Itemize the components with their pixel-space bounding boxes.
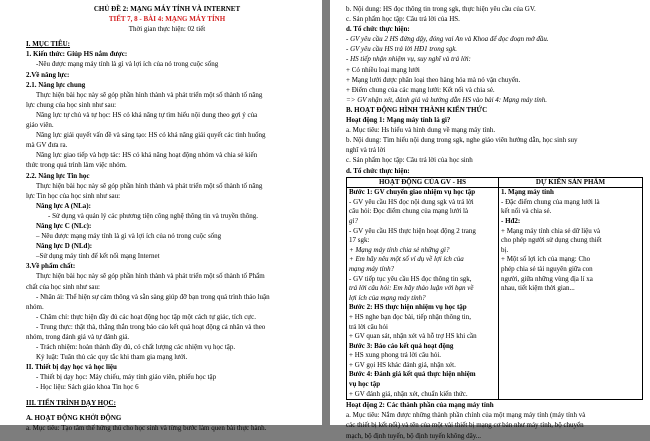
text-line: Thực hiện bài học này sẽ góp phần hình thành và phát triển một số thành tố năng xyxy=(36,181,263,190)
text-line: Năng lực giải quyết vấn đề và sáng tạo: HS có khả năng giải quyết các tình huống xyxy=(36,131,266,140)
text-line: b. Nội dung: HS đọc thông tin trong sgk, thực hiện yêu cầu của GV. xyxy=(346,5,536,13)
text-line: Hoạt động 2: Các thành phần của mạng máy tính xyxy=(346,401,494,410)
text-line: Năng lực A (NLa): xyxy=(36,201,91,210)
text-line: lực Tin học của học sinh như sau: xyxy=(26,191,121,200)
text-line: b. Nội dung: Tìm hiểu nội dung trong sgk, nghe giáo viên hướng dẫn, học sinh suy xyxy=(346,136,578,145)
text-line: nhóm, trong đánh giá và tự đánh giá. xyxy=(26,333,130,341)
text-line: + Mạng máy tính chia sẻ những gì? xyxy=(349,245,450,254)
text-line: mạng máy tính? xyxy=(349,264,395,273)
table-header-activities: HOẠT ĐỘNG CỦA GV - HS xyxy=(347,177,499,188)
text-line: - HS tiếp nhận nhiệm vụ, suy nghĩ và trả lời: xyxy=(346,55,471,64)
text-line: III. TIẾN TRÌNH DẠY HỌC: xyxy=(26,398,116,407)
text-line: TIẾT 7, 8 - BÀI 4: MẠNG MÁY TÍNH xyxy=(108,15,226,24)
expected-products-cell xyxy=(499,188,643,400)
right-page-text-top xyxy=(346,4,642,176)
text-line: d. Tổ chức thực hiện: xyxy=(346,166,410,175)
text-line: - Hđ2: xyxy=(501,216,521,225)
text-line: Bước 3: Báo cáo kết quả hoạt động xyxy=(349,341,454,350)
text-line: giáo viên. xyxy=(26,121,54,130)
text-line: + Em hãy nêu một số ví dụ về lợi ích của xyxy=(349,255,464,264)
text-line: + GV gọi HS khác đánh giá, nhận xét. xyxy=(349,360,456,369)
text-line: a. Mục tiêu: Hs hiểu và hình dung về mạng máy tính. xyxy=(346,126,496,135)
text-line: lợi ích của mạng máy tính? xyxy=(349,293,426,302)
text-line: trả lời câu hỏi: Em hãy thảo luận với bạn về xyxy=(349,284,474,293)
text-line: -Nêu được mạng máy tính là gì và lợi ích của nó trong cuộc sống xyxy=(36,60,219,69)
text-line: + Một số lợi ích của mạng: Cho xyxy=(501,255,591,264)
text-line: - GV yêu cầu 2 HS đứng dậy, đóng vai An và Khoa để đọc đoạn mở đầu. xyxy=(346,35,549,44)
text-line: - Nhân ái: Thể hiện sự cảm thông và sẵn sàng giúp đỡ bạn trong quá trình thảo luận xyxy=(36,292,270,301)
text-line: I. MỤC TIÊU: xyxy=(26,40,71,49)
text-line: - Trách nhiệm: hoàn thành đầy đủ, có chất lượng các nhiệm vụ học tập. xyxy=(36,343,236,352)
text-line: vụ học tập xyxy=(349,380,381,389)
text-line: thức trong quá trình làm việc nhóm. xyxy=(26,161,127,170)
activity-table-header-row xyxy=(347,177,643,188)
text-line: + Có nhiều loại mạng lưới xyxy=(346,65,420,74)
text-line: => GV nhận xét, đánh giá và hướng dẫn HS vào bài 4: Mạng máy tính. xyxy=(346,95,547,104)
text-line: Năng lực giao tiếp và hợp tác: HS có khả năng hoạt động nhóm và chia sẻ kiến xyxy=(36,151,258,160)
text-line: mà GV đưa ra. xyxy=(26,141,68,150)
text-line: A. HOẠT ĐỘNG KHỞI ĐỘNG xyxy=(26,413,122,422)
text-line: 2.Về năng lực: xyxy=(26,70,70,79)
text-line: 2.2. Năng lực Tin học xyxy=(26,171,90,180)
text-line: phép chia sẻ tài nguyên giữa con xyxy=(501,264,593,273)
text-line: người, giữa những vùng địa lí xa xyxy=(501,274,593,283)
text-line: - GV yêu cầu HS thực hiện hoạt động 2 trang xyxy=(349,226,476,235)
text-line: Bước 4: Đánh giá kết quả thực hiện nhiệm xyxy=(349,370,476,379)
text-line: c. Sản phẩm học tập: Câu trả lời của HS. xyxy=(346,15,460,24)
text-line: mạch, bộ định tuyến, bộ định tuyến không dây... xyxy=(346,431,482,440)
text-line: Kỷ luật: Tuân thủ các quy tắc khi tham gia mạng lưới. xyxy=(36,353,188,362)
text-line: kết nối và chia sẻ. xyxy=(501,207,552,216)
text-line: - GV tiếp tục yêu cầu HS đọc thông tin sgk, xyxy=(349,274,472,283)
text-line: Hoạt động 1: Mạng máy tính là gì? xyxy=(346,116,451,125)
document-page-right xyxy=(330,0,650,440)
text-line: - Chăm chỉ: thực hiện đầy đủ các hoạt động học tập một cách tự giác, tích cực. xyxy=(36,312,256,321)
text-line: 2.1. Năng lực chung xyxy=(26,80,86,89)
text-line: B. HOẠT ĐỘNG HÌNH THÀNH KIẾN THỨC xyxy=(346,105,488,114)
text-line: trả lời câu hỏi xyxy=(349,322,388,331)
text-line: nhau, tiết kiệm thời gian... xyxy=(501,284,575,293)
text-line: a. Mục tiêu: Tạo tâm thế hứng thú cho học sinh và từng bước làm quen bài thực hành. xyxy=(26,423,267,432)
text-line: - Sử dụng và quản lý các phương tiện công nghệ thông tin và truyền thông. xyxy=(48,211,258,220)
text-line: – Nêu được mạng máy tính là gì và lợi ích của nó trong cuộc sống xyxy=(36,232,222,241)
text-line: - Thiết bị dạy học: Máy chiếu, máy tính giáo viên, phiếu học tập xyxy=(36,373,217,382)
text-line: –Sử dụng máy tính để kết nối mạng Internet xyxy=(36,252,160,261)
text-line: + Mạng lưới được phân loại theo hàng hóa mà nó vận chuyển. xyxy=(346,75,521,84)
text-line: cho phép người sử dụng chung thiết xyxy=(501,236,602,245)
text-line: - Học liệu: Sách giáo khoa Tin học 6 xyxy=(36,383,139,392)
text-line: + Mạng máy tính chia sẻ dữ liệu và xyxy=(501,226,601,235)
text-line: - Trung thực: thật thà, thẳng thắn trong báo cáo kết quả hoạt động cá nhân và theo xyxy=(36,322,266,331)
text-line: II. Thiết bị dạy học và học liệu xyxy=(26,363,117,372)
text-line: d. Tổ chức thực hiện: xyxy=(346,25,410,34)
text-line: 17 sgk: xyxy=(349,236,370,245)
text-line: chất của học sinh như sau: xyxy=(26,282,100,291)
left-page-text xyxy=(26,4,308,433)
text-line: c. Sản phẩm học tập: Câu trả lời của học sinh xyxy=(346,156,473,165)
text-line: bị. xyxy=(501,245,509,254)
text-line: + GV quan sát, nhận xét và hỗ trợ HS khi cần xyxy=(349,332,477,341)
text-line: Thực hiện bài học này sẽ góp phần hình thành và phát triển một số thành tố năng xyxy=(36,90,263,99)
text-line: nghĩ và trả lời xyxy=(346,146,386,155)
text-line: Bước 1: GV chuyển giao nhiệm vụ học tập xyxy=(349,188,476,197)
text-line: Năng lực tự chủ và tự học: HS có khả năng tự tìm hiểu nội dung theo gợi ý của xyxy=(36,110,258,119)
activities-cell xyxy=(347,188,499,400)
text-line: 1. Mạng máy tính xyxy=(501,188,554,197)
text-line: nhóm. xyxy=(26,302,44,311)
text-line: + GV đánh giá, nhận xét, chuẩn kiến thức. xyxy=(349,389,468,398)
text-line: câu hỏi: Đọc điểm chung của mạng lưới là xyxy=(349,207,469,216)
text-line: Năng lực C (NLc): xyxy=(36,221,92,230)
activity-table-body-row xyxy=(347,188,643,400)
text-line: + HS xung phong trả lời câu hỏi. xyxy=(349,351,442,360)
text-line: + HS nghe bạn đọc bài, tiếp nhận thông tin, xyxy=(349,312,471,321)
text-line: - GV yêu cầu HS trả lời HĐ1 trong sgk. xyxy=(346,45,458,54)
text-line: + Điểm chung của các mạng lưới: Kết nối và chia sẻ. xyxy=(346,85,495,94)
text-line: Năng lực D (NLd): xyxy=(36,242,93,251)
text-line: - Đặc điểm chung của mạng lưới là xyxy=(501,197,600,206)
text-line: gì? xyxy=(349,216,358,225)
document-page-left xyxy=(0,0,322,432)
text-line: CHỦ ĐỀ 2: MẠNG MÁY TÍNH VÀ INTERNET xyxy=(93,5,241,13)
text-line: 3.Về phẩm chất: xyxy=(26,262,76,271)
activity-table xyxy=(346,177,643,401)
right-page-text-bottom xyxy=(346,400,642,440)
text-line: lực chung của học sinh như sau: xyxy=(26,100,117,109)
text-line: Thực hiện bài học này sẽ góp phần hình thành và phát triển một số thành tố Phẩm xyxy=(36,272,265,281)
text-line: a. Mục tiêu: Nắm được những thành phần chính của một mạng máy tính (máy tính và xyxy=(346,411,586,420)
text-line: các thiết bị kết nối) và tên của một vài thiết bị mạng cơ bản như máy tính, bộ chuyển xyxy=(346,421,584,430)
text-line: Thời gian thực hiện: 02 tiết xyxy=(128,25,206,34)
table-header-expected-products: DỰ KIẾN SẢN PHẨM xyxy=(499,177,643,188)
text-line: Bước 2: HS thực hiện nhiệm vụ học tập xyxy=(349,303,467,312)
text-line: - GV yêu cầu HS đọc nội dung sgk và trả lời xyxy=(349,197,474,206)
text-line: 1. Kiến thức: Giúp HS nắm được: xyxy=(26,50,128,59)
